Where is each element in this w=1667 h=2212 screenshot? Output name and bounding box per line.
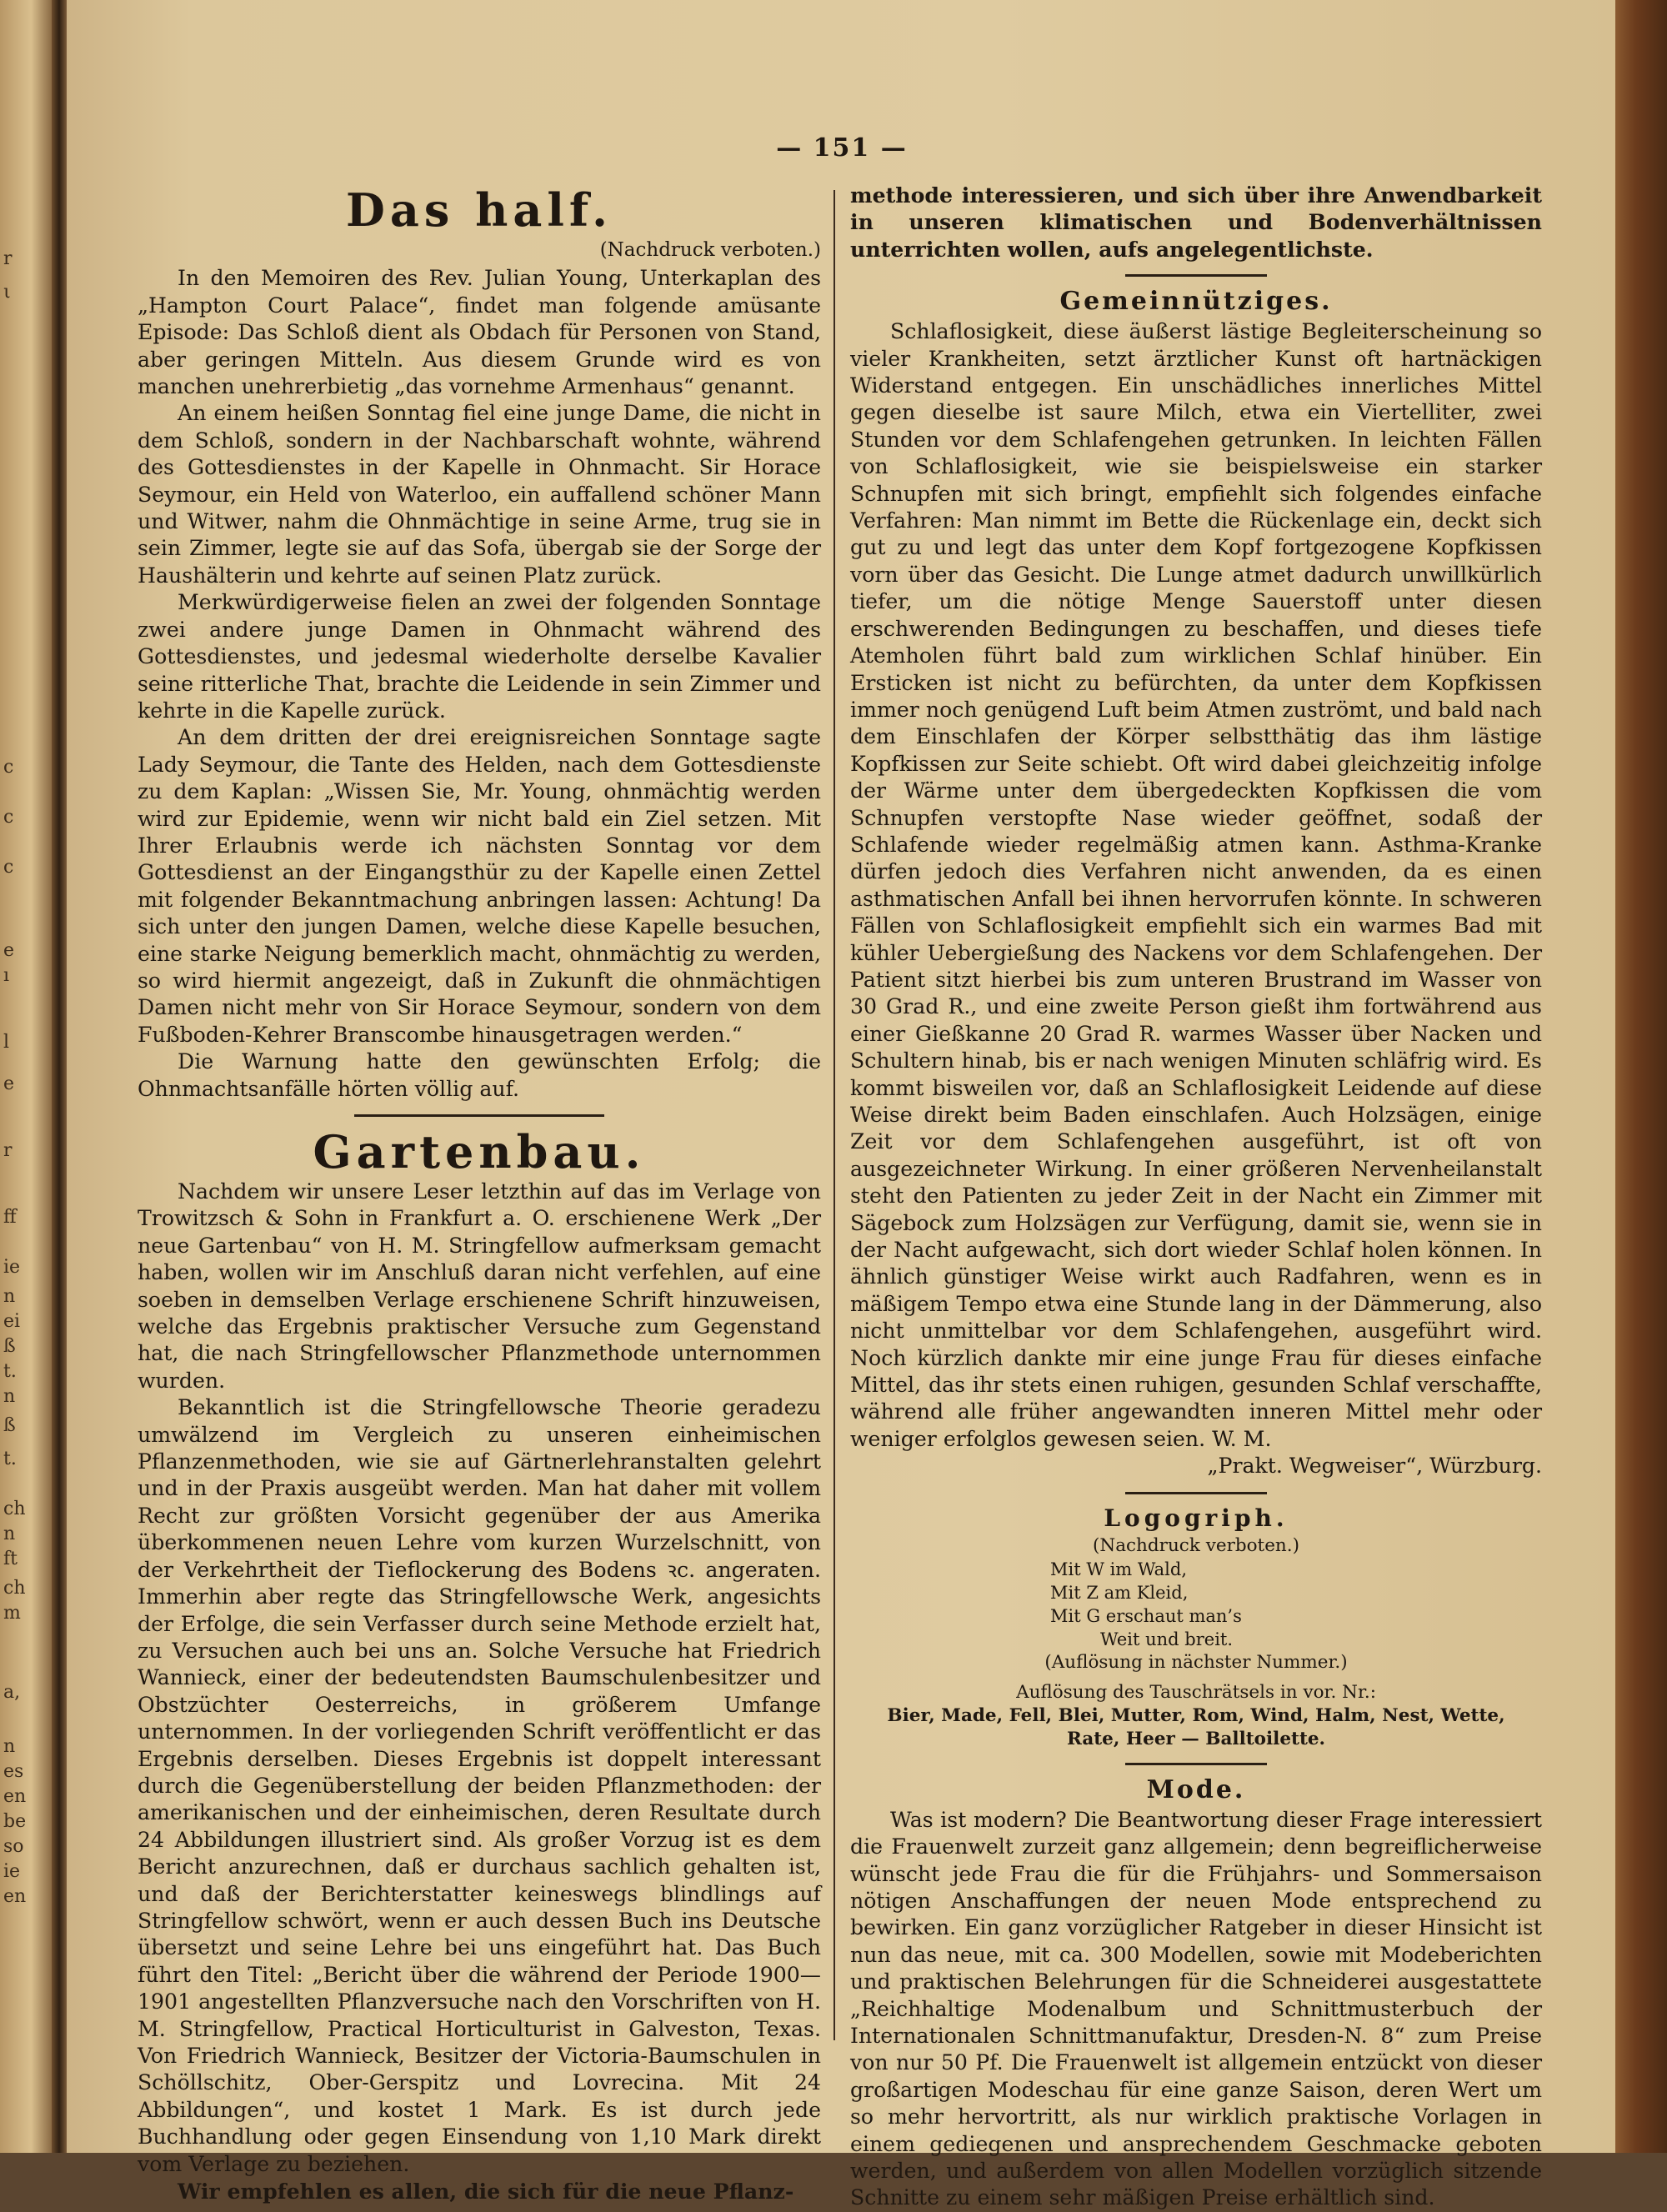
article-paragraph: An einem heißen Sonntag fiel eine junge Dame, die nicht in dem Schloß, sondern in der Nachbarschaft wohnte, während des Gottesdienstes in der Kapelle in Ohnmacht. Sir Horace Seymour, ein Held von Waterloo, ein auffallend schöner Mann und Witwer, nahm die Ohnmächtige in seine Arme, trug sie in sein Zimmer, legte sie auf das Sofa, übergab sie der Sorge der Haushälterin und kehrte auf seinen Platz zurück. — [138, 401, 821, 588]
article-paragraph: An dem dritten der drei ereignisreichen Sonntage sagte Lady Seymour, die Tante des Helden, nach dem Gottesdienste zu dem Kaplan: „Wissen Sie, Mr. Young, ohnmächtig werden wird zur Epidemie, wenn wir nicht bald ein Ziel setzen. Mit Ihrer Erlaubnis werde ich nächsten Sonntag vor dem Gottesdienst an der Eingangsthür zu der Kapelle einen Zettel mit folgender Bekanntmachung anbringen lassen: Achtung! Da sich unter den jungen Damen, welche diese Kapelle besuchen, eine starke Neigung bemerklich macht, ohnmächtig zu werden, so wird hiermit angezeigt, daß in Zukunft die ohnmächtigen Damen nicht mehr von Sir Horace Seymour, sondern von dem Fußboden-Kehrer Branscombe hinausgetragen werden.“ — [138, 725, 821, 1047]
left-page-fragment: r — [3, 248, 13, 269]
left-page-fragment: ei — [3, 1311, 21, 1332]
left-page-fragment: ı — [3, 965, 10, 986]
left-page-fragment: r — [3, 1140, 13, 1161]
left-page-fragment: a, — [3, 1682, 21, 1703]
article-title-gemeinnuetziges: Gemeinnütziges. — [1059, 287, 1333, 317]
left-page-fragment: en — [3, 1786, 27, 1807]
section-divider — [354, 1114, 604, 1117]
left-page-fragment: t. — [3, 1361, 17, 1382]
article-paragraph: Bekanntlich ist die Stringfellowsche Theorie geradezu umwälzend im Vergleich zu unseren einheimischen Pflanzenmethoden, wie sie auf Gärtnerlehranstalten gelehrt und in der Praxis ausgeübt werden. Man hat daher mit vollem Recht zur größten Vorsicht gegenüber der aus Amerika überkommenen neuen Lehre vom kurzen Wurzelschnitt, von der Verkehrtheit der Tieflockerung des Bodens ꝛc. angeraten. Immerhin aber regte das Stringfellowsche Werk, angesichts der Erfolge, die sein Verfasser durch seine Methode erzielt hat, zu Versuchen auch bei uns an. Solche Versuche hat Friedrich Wannieck, einer der bedeutendsten Baumschulenbesitzer und Obstzüchter Oesterreichs, in größerem Umfange unternommen. In der vorliegenden Schrift veröffentlicht er das Ergebnis derselben. Dieses Ergebnis ist doppelt interessant durch die Gegenüberstellung der beiden Pflanzmethoden: der amerikanischen und der einheimischen, deren Resultate durch 24 Abbildungen illustriert sind. Als großer Vorzug ist es dem Bericht anzurechnen, daß er durchaus sachlich gehalten ist, und daß der Berichterstatter keineswegs blindlings auf Stringfellow schwört, wenn er auch dessen Buch ins Deutsche übersetzt und seine Lehre bei uns eingeführt hat. Das Buch führt den Titel: „Bericht über die während der Periode 1900—1901 angestellten Pflanzversuche nach den Vorschriften von H. M. Stringfellow, Practical Horticulturist in Galveston, Texas. Von Friedrich Wannieck, Besitzer der Victoria-Baumschulen in Schöllschitz, Ober-Gerspitz und Lovrecina. Mit 24 Abbildungen“, und kostet 1 Mark. Es ist durch jede Buchhandlung oder gegen Einsendung von 1,10 Mark direkt vom Verlage zu beziehen. — [138, 1395, 821, 2176]
left-page-fragment: es — [3, 1761, 24, 1782]
page-number: — 151 — — [776, 133, 908, 163]
left-page-fragment: so — [3, 1836, 24, 1857]
left-page-fragment: l — [3, 1032, 10, 1053]
reprint-note: (Nachdruck verboten.) — [599, 239, 821, 261]
logogriph-verse — [850, 1558, 1542, 1651]
left-page-fragment: ft — [3, 1549, 18, 1569]
solution-note: (Auflösung in nächster Nummer.) — [1044, 1651, 1348, 1673]
left-page-fragment: en — [3, 1886, 27, 1907]
article-paragraph: Wir empfehlen es allen, die sich für die neue Pflanz- — [178, 2179, 794, 2204]
left-page-fragment: ι — [3, 282, 11, 303]
left-page-fragment: ie — [3, 1257, 21, 1278]
source-citation: „Prakt. Wegweiser“, Würzburg. — [1207, 1454, 1542, 1479]
left-page-fragment: t. — [3, 1449, 17, 1469]
verse-line: Mit Z am Kleid, — [1050, 1582, 1189, 1603]
left-page-fragment: n — [3, 1286, 16, 1307]
left-page-fragment: c — [3, 757, 14, 778]
left-column — [138, 183, 821, 2204]
article-paragraph: Nachdem wir unsere Leser letzthin auf das im Verlage von Trowitzsch & Sohn in Frankfurt a. O. erschienene Werk „Der neue Gartenbau“ von H. M. Stringfellow aufmerksam gemacht haben, wollen wir im Anschluß daran nicht verfehlen, auf eine soeben in demselben Verlage erschienene Schrift hinzuweisen, welche das Ergebnis praktischer Versuche zum Gegenstand hat, die nach Stringfellowscher Pflanzmethode unternommen wurden. — [138, 1179, 821, 1393]
left-page-fragment: e — [3, 1073, 15, 1094]
left-page-fragment: ch — [3, 1499, 26, 1519]
left-page-fragment: n — [3, 1736, 16, 1757]
article-continuation: methode interessieren, und sich über ihre Anwendbarkeit in unseren klimatischen und Bodenverhältnissen unterrichten wollen, aufs angelegentlichste. — [850, 183, 1542, 262]
section-divider — [1125, 1763, 1267, 1765]
left-page-fragment: ß — [3, 1415, 16, 1436]
article-paragraph: Merkwürdigerweise fielen an zwei der folgenden Sonntage zwei andere junge Damen in Ohnmacht während des Gottesdienstes, und jedesmal wiederholte derselbe Kavalier seine ritterliche That, brachte die Leidende in sein Zimmer und kehrte in die Kapelle zurück. — [138, 590, 821, 723]
article-title-das-half: Das half. — [346, 183, 613, 237]
section-divider — [1125, 1492, 1267, 1494]
article-title-gartenbau: Gartenbau. — [313, 1125, 646, 1179]
article-paragraph: Schlaflosigkeit, diese äußerst lästige Begleiterscheinung so vieler Krankheiten, setzt ärztlicher Kunst oft hartnäckigen Widerstand entgegen. Ein unschädliches innerliches Mittel gegen dieselbe ist saure Milch, etwa ein Viertelliter, zwei Stunden vor dem Schlafengehen getrunken. In leichten Fällen von Schlaflosigkeit, wie sie beispielsweise ein starker Schnupfen mit sich bringt, empfiehlt sich folgendes einfache Verfahren: Man nimmt im Bette die Rückenlage ein, deckt sich gut zu und legt das unter dem Kopf fortgezogene Kopfkissen vorn über das Gesicht. Die Lunge atmet dadurch unwillkürlich tiefer, um die nötige Menge Sauerstoff unter diesen erschwerenden Bedingungen zu beschaffen, und dieses tiefe Atemholen führt bald zum wirklichen Schlaf hinüber. Ein Ersticken ist nicht zu befürchten, da unter dem Kopfkissen immer noch genügend Luft beim Atmen zuströmt, und bald nach dem Einschlafen der Körper selbstthätig das ihm lästige Kopfkissen zur Seite schiebt. Oft wird dabei gleichzeitig infolge der Wärme unter dem übergedeckten Kopfkissen die vom Schnupfen verstopfte Nase wieder geöffnet, sodaß der Schlafende wieder regelmäßig atmen kann. Asthma-Kranke dürfen jedoch dies Verfahren nicht anwenden, da es einen asthmatischen Anfall bei ihnen hervorrufen könnte. In schweren Fällen von Schlaflosigkeit empfiehlt sich ein warmes Bad mit kühler Uebergießung des Nackens vor dem Schlafengehen. Der Patient sitzt hierbei bis zum unteren Brustrand im Wasser von 30 Grad R., und eine zweite Person gießt ihm fortwährend aus einer Gießkanne 20 Grad R. warmes Wasser über Nacken und Schultern hinab, bis er nach wenigen Minuten schläfrig wird. Es kommt bisweilen vor, daß an Schlaflosigkeit Leidende auf diese Weise direkt beim Baden einschlafen. Auch Holzsägen, einige Zeit vor dem Schlafengehen ausgeführt, ist oft von ausgezeichneter Wirkung. In einer größeren Nervenheilanstalt steht den Patienten zu jeder Zeit in der Nacht ein Zimmer mit Sägebock zum Holzsägen zur Verfügung, damit sie, wenn sie in der Nacht aufgewacht, sich dort wieder Schlaf holen können. In ähnlich günstiger Weise wirkt auch Radfahren, wenn es in mäßigem Tempo etwa eine Stunde lang in der Dämmerung, also nicht unmittelbar vor dem Schlafengehen, ausgeführt wird. Noch kürzlich dankte mir eine junge Frau für dieses einfache Mittel, das ihr stets einen ruhigen, gesunden Schlaf verschaffte, während alle früher angewandten inneren Mittel mehr oder weniger erfolglos gewesen seien. W. M. — [850, 319, 1542, 1451]
reprint-note: (Nachdruck verboten.) — [1093, 1534, 1299, 1556]
left-page-fragment: n — [3, 1386, 16, 1407]
verse-line: Mit W im Wald, — [1050, 1559, 1188, 1579]
left-page-fragment: be — [3, 1811, 27, 1832]
right-column — [850, 182, 1542, 2212]
book-gutter — [52, 0, 67, 2153]
puzzle-solution-line: Bier, Made, Fell, Blei, Mutter, Rom, Wind, Halm, Nest, Wette, — [887, 1704, 1505, 1726]
left-page-fragment: ie — [3, 1861, 21, 1882]
puzzle-solution-heading: Auflösung des Tauschrätsels in vor. Nr.: — [1016, 1681, 1376, 1703]
left-page-fragment: c — [3, 807, 14, 828]
article-paragraph: Was ist modern? Die Beantwortung dieser Frage interessiert die Frauenwelt zurzeit ganz allgemein; denn begreiflicherweise wünscht jede Frau die für die Frühjahrs- und Sommersaison nötigen Anschaffungen der neuen Mode entsprechend zu bewirken. Ein ganz vorzüglicher Ratgeber in dieser Hinsicht ist nun das neue, mit ca. 300 Modellen, sowie mit Modeberichten und praktischen Belehrungen für die Schneiderei ausgestattete „Reichhaltige Modenalbum und Schnittmusterbuch der Internationalen Schnittmanufaktur, Dresden-N. 8“ zum Preise von nur 50 Pf. Die Frauenwelt ist allgemein entzückt von dieser großartigen Modeschau für eine ganze Saison, deren Wert um so mehr hervortritt, als nur wirklich praktische Vorlagen in einem gediegenen und ansprechendem Geschmacke geboten werden, und außerdem von allen Modellen vorzüglich sitzende Schnitte zu einem sehr mäßigen Preise erhältlich sind. — [850, 1807, 1542, 2210]
left-page-fragment: ß — [3, 1336, 16, 1357]
left-page-fragment: n — [3, 1524, 16, 1544]
puzzle-solution-line: Rate, Heer — Balltoilette. — [1066, 1728, 1326, 1749]
article-paragraph: Die Warnung hatte den gewünschten Erfolg; die Ohnmachtsanfälle hörten völlig auf. — [138, 1049, 821, 1101]
left-page-fragment: ch — [3, 1578, 26, 1599]
article-title-mode: Mode. — [1146, 1774, 1246, 1804]
left-page-fragment: e — [3, 940, 15, 961]
left-page-fragment: m — [3, 1603, 21, 1624]
article-paragraph: In den Memoiren des Rev. Julian Young, Unterkaplan des „Hampton Court Palace“, findet man folgende amüsante Episode: Das Schloß dient als Obdach für Personen von Stand, aber geringen Mitteln. Aus diesem Grunde wird es von manchen unehrerbietig „das vornehme Armenhaus“ genannt. — [138, 266, 821, 399]
column-divider — [834, 190, 835, 2040]
left-page-fragment: ff — [3, 1207, 17, 1228]
verse-line: Weit und breit. — [1100, 1629, 1234, 1649]
verse-line: Mit G erschaut man’s — [1050, 1605, 1242, 1626]
section-divider — [1125, 274, 1267, 277]
logogriph-title: Logogriph. — [1104, 1504, 1289, 1532]
left-page-edge — [0, 0, 52, 2153]
left-page-fragment: c — [3, 857, 14, 878]
book-cover-edge — [1615, 0, 1667, 2153]
